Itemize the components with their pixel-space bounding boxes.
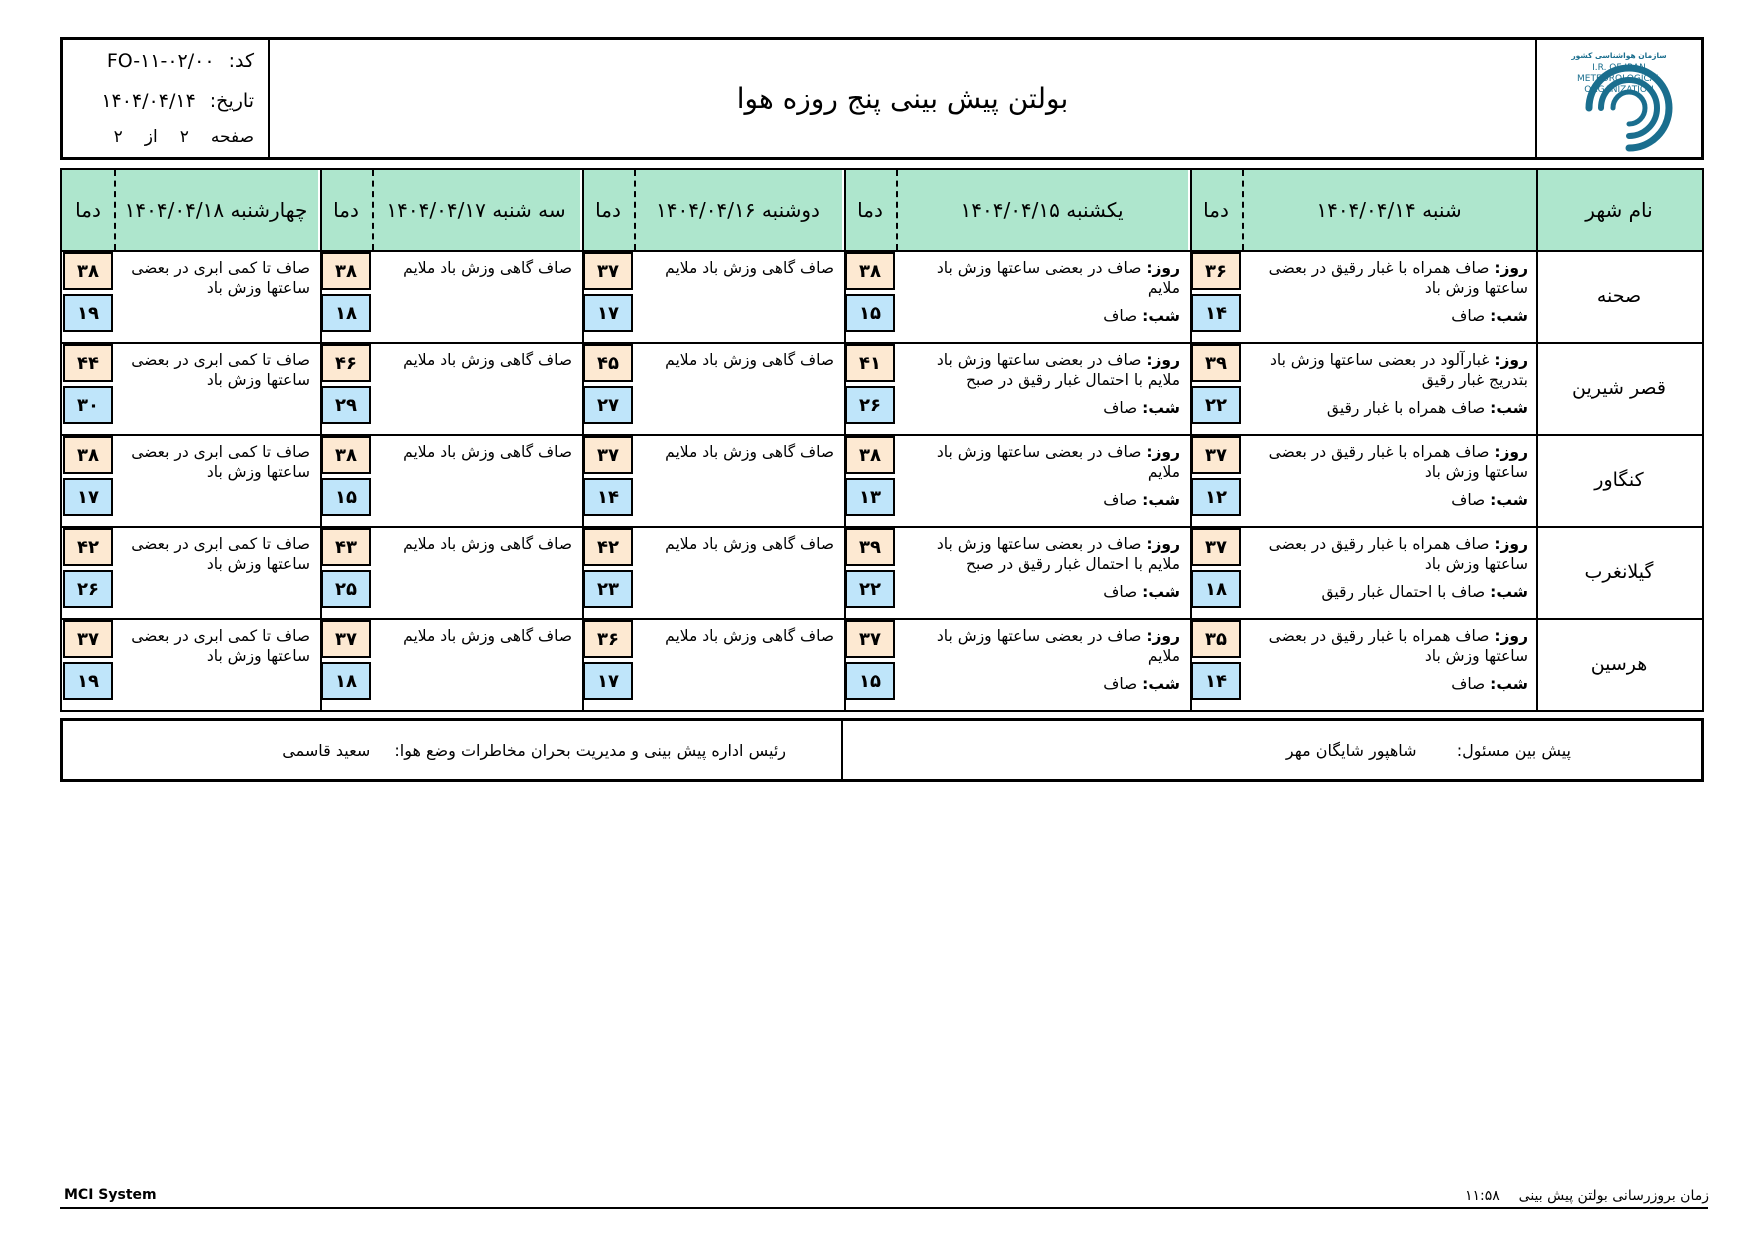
update-label: زمان بروزرسانی بولتن پیش بینی <box>1518 1188 1709 1204</box>
document-meta <box>63 40 270 157</box>
min-temp: ۲۶ <box>63 570 113 608</box>
forecast-text: صاف تا کمی ابری در بعضی ساعتها وزش باد <box>131 443 310 481</box>
max-temp: ۴۴ <box>63 344 113 382</box>
max-temp: ۳۷ <box>1191 436 1241 474</box>
column-divider <box>320 170 322 710</box>
min-temp: ۱۹ <box>63 294 113 332</box>
row-divider <box>62 250 1702 252</box>
max-temp: ۳۹ <box>845 528 895 566</box>
page-of: از <box>144 127 158 147</box>
day-forecast-text: صاف در بعضی ساعتها وزش باد ملایم <box>936 443 1180 481</box>
min-temp: ۱۸ <box>1191 570 1241 608</box>
min-temp: ۲۶ <box>845 386 895 424</box>
day-forecast-text: صاف همراه با غبار رقیق در بعضی ساعتها وزش باد <box>1268 259 1528 297</box>
day-forecast <box>1248 350 1528 390</box>
bulletin-header <box>60 37 1704 160</box>
max-temp: ۴۳ <box>321 528 371 566</box>
forecast-text: صاف گاهی وزش باد ملایم <box>665 535 834 553</box>
max-temp: ۴۲ <box>583 528 633 566</box>
night-forecast-text: صاف <box>1103 307 1138 325</box>
date-label: تاریخ: <box>209 90 254 112</box>
min-temp: ۳۰ <box>63 386 113 424</box>
night-forecast <box>1103 674 1180 694</box>
temp-header-1: دما <box>1190 170 1242 250</box>
signature-divider <box>841 721 843 779</box>
night-prefix: شب: <box>1490 583 1528 601</box>
night-prefix: شب: <box>1490 307 1528 325</box>
logo-line1: سازمان هواشناسی کشور <box>1571 51 1667 60</box>
city-name: کنگاور <box>1594 469 1644 491</box>
row-divider <box>62 618 1702 620</box>
forecast-text: صاف تا کمی ابری در بعضی ساعتها وزش باد <box>131 627 310 665</box>
column-divider <box>1190 170 1192 710</box>
day-header-3: دوشنبه ۱۴۰۴/۰۴/۱۶ <box>634 170 842 250</box>
forecast-text: صاف تا کمی ابری در بعضی ساعتها وزش باد <box>131 535 310 573</box>
night-forecast <box>1451 306 1528 326</box>
city-header: نام شهر <box>1536 170 1702 250</box>
head-label: رئیس اداره پیش بینی و مدیریت بحران مخاطرات وضع هوا: <box>394 741 786 760</box>
day-header-2: یکشنبه ۱۴۰۴/۰۴/۱۵ <box>896 170 1188 250</box>
night-forecast <box>1103 306 1180 326</box>
min-temp: ۲۲ <box>845 570 895 608</box>
forecast-text: صاف تا کمی ابری در بعضی ساعتها وزش باد <box>131 259 310 297</box>
page-label: صفحه <box>210 127 254 147</box>
max-temp: ۳۷ <box>845 620 895 658</box>
day-prefix: روز: <box>1494 535 1528 553</box>
night-prefix: شب: <box>1490 399 1528 417</box>
night-prefix: شب: <box>1490 491 1528 509</box>
max-temp: ۳۶ <box>583 620 633 658</box>
column-divider <box>1536 170 1538 710</box>
max-temp: ۳۷ <box>583 436 633 474</box>
forecaster-label: پیش بین مسئول: <box>1456 741 1571 760</box>
logo-line3: METEOROLOGICAL <box>1577 74 1661 84</box>
min-temp: ۲۲ <box>1191 386 1241 424</box>
min-temp: ۱۲ <box>1191 478 1241 516</box>
day-forecast <box>902 626 1180 666</box>
page-total: ۲ <box>113 127 123 147</box>
max-temp: ۳۹ <box>1191 344 1241 382</box>
logo-line2: I.R. OF IRAN <box>1592 63 1646 73</box>
night-forecast-text: صاف <box>1103 675 1138 693</box>
head-signature <box>282 741 786 760</box>
min-temp: ۱۵ <box>321 478 371 516</box>
code-value: FO-۱۱-۰۲/۰۰ <box>106 50 215 72</box>
day-forecast <box>902 258 1180 298</box>
min-temp: ۱۷ <box>583 662 633 700</box>
logo-line4: ORGANIZATION <box>1584 85 1654 95</box>
night-forecast <box>1451 674 1528 694</box>
day-forecast-text: صاف همراه با غبار رقیق در بعضی ساعتها وزش باد <box>1268 627 1528 665</box>
code-row <box>107 50 254 72</box>
day-forecast <box>902 350 1180 390</box>
footer-rule <box>60 1207 1708 1209</box>
row-divider <box>62 526 1702 528</box>
max-temp: ۳۸ <box>845 436 895 474</box>
header-dashed-divider <box>1242 170 1244 250</box>
day-prefix: روز: <box>1146 535 1180 553</box>
night-prefix: شب: <box>1142 583 1180 601</box>
day-forecast <box>1248 626 1528 666</box>
min-temp: ۲۵ <box>321 570 371 608</box>
night-forecast <box>1103 582 1180 602</box>
page-current: ۲ <box>179 127 189 147</box>
max-temp: ۴۶ <box>321 344 371 382</box>
night-prefix: شب: <box>1142 399 1180 417</box>
row-divider <box>62 342 1702 344</box>
max-temp: ۴۱ <box>845 344 895 382</box>
forecast-table <box>60 168 1704 712</box>
temp-header-5: دما <box>62 170 114 250</box>
min-temp: ۱۴ <box>1191 662 1241 700</box>
date-row <box>101 90 254 112</box>
update-time-row <box>1465 1188 1709 1204</box>
min-temp: ۲۷ <box>583 386 633 424</box>
night-forecast <box>1103 490 1180 510</box>
city-name: صحنه <box>1596 285 1642 307</box>
forecast-text: صاف گاهی وزش باد ملایم <box>403 627 572 645</box>
day-forecast-text: صاف در بعضی ساعتها وزش باد ملایم <box>936 627 1180 665</box>
day-forecast <box>902 534 1180 574</box>
min-temp: ۱۴ <box>1191 294 1241 332</box>
forecast-text: صاف گاهی وزش باد ملایم <box>403 535 572 553</box>
header-dashed-divider <box>372 170 374 250</box>
day-prefix: روز: <box>1146 443 1180 461</box>
system-name: MCI System <box>64 1187 157 1203</box>
forecast-text: صاف گاهی وزش باد ملایم <box>403 259 572 277</box>
max-temp: ۳۸ <box>845 252 895 290</box>
forecast-text: صاف گاهی وزش باد ملایم <box>665 443 834 461</box>
row-divider <box>62 434 1702 436</box>
max-temp: ۳۸ <box>63 252 113 290</box>
column-divider <box>844 170 846 710</box>
min-temp: ۱۸ <box>321 294 371 332</box>
night-forecast <box>1103 398 1180 418</box>
forecast-text: صاف گاهی وزش باد ملایم <box>665 627 834 645</box>
forecaster-name: شاهپور شایگان مهر <box>1285 741 1417 760</box>
night-forecast <box>1327 398 1528 418</box>
night-forecast-text: صاف <box>1451 675 1486 693</box>
header-dashed-divider <box>634 170 636 250</box>
city-name: هرسین <box>1590 653 1648 675</box>
min-temp: ۱۳ <box>845 478 895 516</box>
page-row <box>114 127 254 147</box>
night-forecast-text: صاف <box>1103 583 1138 601</box>
day-forecast <box>1248 258 1528 298</box>
min-temp: ۱۷ <box>583 294 633 332</box>
forecast-text: صاف گاهی وزش باد ملایم <box>403 351 572 369</box>
day-header-4: سه شنبه ۱۴۰۴/۰۴/۱۷ <box>372 170 580 250</box>
min-temp: ۱۹ <box>63 662 113 700</box>
header-dashed-divider <box>114 170 116 250</box>
min-temp: ۱۵ <box>845 294 895 332</box>
night-forecast-text: صاف با احتمال غبار رقیق <box>1321 583 1486 601</box>
night-forecast-text: صاف <box>1451 491 1486 509</box>
min-temp: ۱۵ <box>845 662 895 700</box>
night-prefix: شب: <box>1142 491 1180 509</box>
city-name: گیلانغرب <box>1584 561 1654 583</box>
min-temp: ۲۳ <box>583 570 633 608</box>
temp-header-4: دما <box>320 170 372 250</box>
max-temp: ۳۷ <box>321 620 371 658</box>
column-divider <box>582 170 584 710</box>
max-temp: ۳۵ <box>1191 620 1241 658</box>
night-forecast-text: صاف <box>1451 307 1486 325</box>
day-forecast-text: غبارآلود در بعضی ساعتها وزش باد بتدریج غبار رقیق <box>1269 351 1528 389</box>
day-forecast-text: صاف همراه با غبار رقیق در بعضی ساعتها وزش باد <box>1268 535 1528 573</box>
min-temp: ۱۴ <box>583 478 633 516</box>
night-prefix: شب: <box>1142 307 1180 325</box>
page-title: بولتن پیش بینی پنج روزه هوا <box>736 82 1069 115</box>
forecaster-signature <box>1286 741 1571 760</box>
night-forecast-text: صاف <box>1103 491 1138 509</box>
day-header-5: چهارشنبه ۱۴۰۴/۰۴/۱۸ <box>114 170 318 250</box>
night-prefix: شب: <box>1142 675 1180 693</box>
night-forecast <box>1451 490 1528 510</box>
day-prefix: روز: <box>1146 627 1180 645</box>
day-prefix: روز: <box>1494 627 1528 645</box>
head-name: سعید قاسمی <box>282 741 371 760</box>
forecast-text: صاف گاهی وزش باد ملایم <box>665 259 834 277</box>
day-forecast <box>1248 442 1528 482</box>
date-value: ۱۴۰۴/۰۴/۱۴ <box>101 90 196 112</box>
day-header-1: شنبه ۱۴۰۴/۰۴/۱۴ <box>1242 170 1536 250</box>
max-temp: ۳۷ <box>583 252 633 290</box>
night-prefix: شب: <box>1490 675 1528 693</box>
night-forecast-text: صاف <box>1103 399 1138 417</box>
max-temp: ۳۸ <box>63 436 113 474</box>
update-time: ۱۱:۵۸ <box>1464 1188 1500 1204</box>
night-forecast <box>1322 582 1529 602</box>
max-temp: ۳۷ <box>63 620 113 658</box>
city-name: قصر شیرین <box>1572 377 1666 399</box>
day-forecast-text: صاف همراه با غبار رقیق در بعضی ساعتها وزش باد <box>1268 443 1528 481</box>
max-temp: ۴۵ <box>583 344 633 382</box>
min-temp: ۲۹ <box>321 386 371 424</box>
day-forecast-text: صاف در بعضی ساعتها وزش باد ملایم با احتمال غبار رقیق در صبح <box>936 351 1180 389</box>
night-forecast-text: صاف همراه با غبار رقیق <box>1326 399 1486 417</box>
day-forecast-text: صاف در بعضی ساعتها وزش باد ملایم <box>936 259 1180 297</box>
min-temp: ۱۷ <box>63 478 113 516</box>
day-prefix: روز: <box>1494 259 1528 277</box>
max-temp: ۴۲ <box>63 528 113 566</box>
max-temp: ۳۸ <box>321 436 371 474</box>
temp-header-2: دما <box>844 170 896 250</box>
day-prefix: روز: <box>1494 351 1528 369</box>
signature-box <box>60 718 1704 782</box>
header-dashed-divider <box>896 170 898 250</box>
forecast-text: صاف گاهی وزش باد ملایم <box>403 443 572 461</box>
day-prefix: روز: <box>1146 351 1180 369</box>
day-prefix: روز: <box>1494 443 1528 461</box>
day-forecast-text: صاف در بعضی ساعتها وزش باد ملایم با احتمال غبار رقیق در صبح <box>936 535 1180 573</box>
forecast-text: صاف تا کمی ابری در بعضی ساعتها وزش باد <box>131 351 310 389</box>
min-temp: ۱۸ <box>321 662 371 700</box>
forecast-text: صاف گاهی وزش باد ملایم <box>665 351 834 369</box>
max-temp: ۳۶ <box>1191 252 1241 290</box>
logo <box>1535 40 1701 157</box>
day-forecast <box>1248 534 1528 574</box>
day-prefix: روز: <box>1146 259 1180 277</box>
max-temp: ۳۷ <box>1191 528 1241 566</box>
code-label: کد: <box>228 50 254 72</box>
max-temp: ۳۸ <box>321 252 371 290</box>
temp-header-3: دما <box>582 170 634 250</box>
day-forecast <box>902 442 1180 482</box>
meteorological-organization-logo <box>1537 40 1701 157</box>
